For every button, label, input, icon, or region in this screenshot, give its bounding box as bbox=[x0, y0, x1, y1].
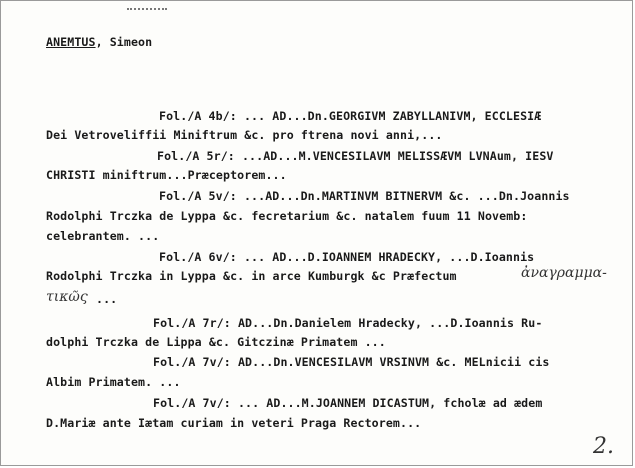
entry-line-4: CHRISTI miniftrum...Præceptorem... bbox=[46, 168, 287, 182]
entry-line-13: Fol./A 7v/: AD...Dn.VENCESILAVM VRSINVM &c. MELnicii cis bbox=[153, 355, 550, 369]
entry-line-5: Fol./A 5v/: ...AD...Dn.MARTINVM BITNERVM &c. ...Dn.Joannis bbox=[159, 189, 570, 203]
page-number: 2. bbox=[593, 434, 614, 459]
author-forename: , Simeon bbox=[95, 35, 153, 49]
entry-line-6: Rodolphi Trczka de Lyppa &c. fecretarium &c. natalem fuum 11 Novemb: bbox=[46, 209, 528, 223]
top-stamp-mark bbox=[127, 8, 167, 14]
entry-line-1: Fol./A 4b/: ... AD...Dn.GEORGIVM ZABYLLANIVM, ECCLESIÆ bbox=[159, 109, 542, 123]
entry-line-15: Fol./A 7v/: ... AD...M.JOANNEM DICASTUM, fcholæ ad ædem bbox=[153, 396, 543, 410]
handwritten-greek-note: ἀναγραμμα- bbox=[521, 265, 607, 281]
entry-line-10: ... bbox=[96, 292, 118, 306]
entry-line-3: Fol./A 5r/: ...AD...M.VENCESILAVM MELISSÆVM LVNAum, IESV bbox=[157, 149, 554, 163]
entry-line-8: Fol./A 6v/: ... AD...D.IOANNEM HRADECKY, ...D.Ioannis bbox=[159, 250, 535, 264]
handwritten-greek-continuation: τικῶς bbox=[46, 289, 88, 305]
entry-line-12: dolphi Trczka de Lippa &c. Gitczinæ Primatem ... bbox=[46, 335, 386, 349]
entry-line-9: Rodolphi Trczka in Lyppa &c. in arce Kumburgk &c Præfectum bbox=[46, 269, 457, 283]
entry-line-11: Fol./A 7r/: AD...Dn.Danielem Hradecky, ...D.Ioannis Ru- bbox=[153, 316, 543, 330]
entry-line-14: Albim Primatem. ... bbox=[46, 375, 181, 389]
entry-line-7: celebrantem. ... bbox=[46, 229, 160, 243]
author-surname: ANEMTUS bbox=[46, 35, 96, 49]
card-heading bbox=[46, 35, 152, 49]
entry-line-16: D.Mariæ ante Iætam curiam in veteri Praga Rectorem... bbox=[46, 416, 422, 430]
entry-line-2: Dei Vetroveliffii Miniftrum &c. pro ftrena novi anni,... bbox=[46, 128, 443, 142]
